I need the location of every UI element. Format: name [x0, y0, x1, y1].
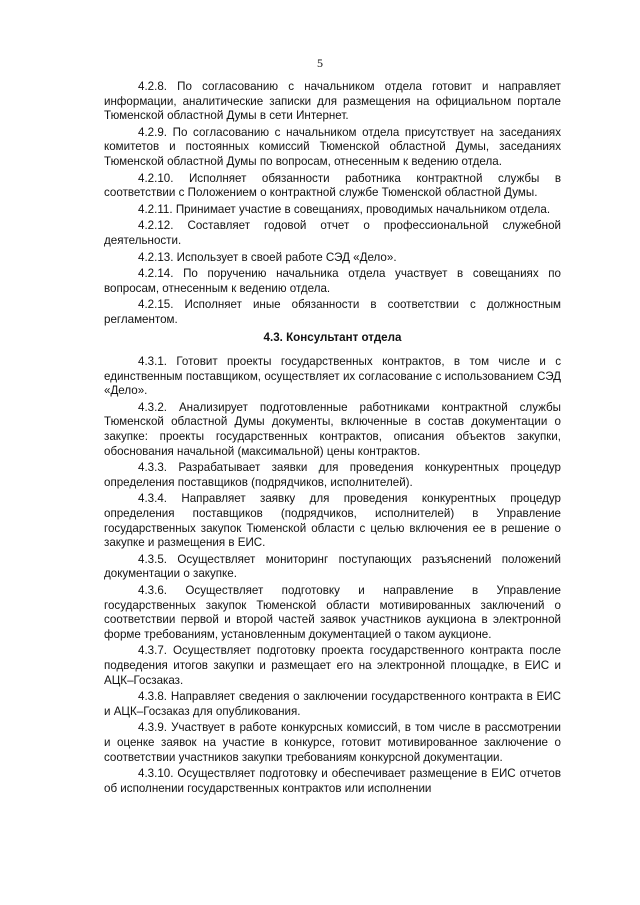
paragraph-4-2-12: 4.2.12. Составляет годовой отчет о профессиональной служебной деятельности. — [104, 219, 561, 247]
paragraph-4-2-15: 4.2.15. Исполняет иные обязанности в соответствии с должностным регламентом. — [104, 298, 561, 326]
paragraph-4-3-1: 4.3.1. Готовит проекты государственных контрактов, в том числе и с единственным поставщиком, осуществляет их согласование с использованием СЭД «Дело». — [104, 355, 561, 398]
paragraph-4-2-13: 4.2.13. Использует в своей работе СЭД «Дело». — [138, 250, 397, 264]
paragraph-4-3-4: 4.3.4. Направляет заявку для проведения конкурентных процедур определения поставщиков (подрядчиков, исполнителей) в Управление государственных закупок Тюменской области с целью включения ее в решение о закупке и размещения в ЕИС. — [104, 492, 561, 550]
paragraph-4-3-5: 4.3.5. Осуществляет мониторинг поступающих разъяснений положений документации о закупке. — [104, 552, 561, 581]
paragraph-4-2-9: 4.2.9. По согласованию с начальником отдела присутствует на заседаниях комитетов и постоянных комиссий Тюменской областной Думы, заседаниях Тюменской областной Думы по вопросам, отнесенным к ведению отдела. — [104, 125, 561, 168]
page-number: 5 — [317, 56, 323, 70]
paragraph-4-3-8: 4.3.8. Направляет сведения о заключении государственного контракта в ЕИС и АЦК–Госзаказ для опубликования. — [104, 690, 561, 718]
paragraph-4-3-9: 4.3.9. Участвует в работе конкурсных комиссий, в том числе в рассмотрении и оценке заявок на участие в конкурсе, готовит мотивированное заключение о соответствии участников закупки требованиям конкурсной документации. — [104, 721, 561, 764]
paragraph-4-3-2: 4.3.2. Анализирует подготовленные работниками контрактной службы Тюменской областной Думы документы, включенные в состав документации о закупке: проекты государственных контрактов, описания объектов закупки, обоснования начальной (максимальной) цены контрактов. — [104, 400, 561, 458]
section-heading: 4.3. Консультант отдела — [263, 330, 402, 344]
paragraph-4-2-11: 4.2.11. Принимает участие в совещаниях, проводимых начальником отдела. — [138, 202, 551, 216]
paragraph-4-2-8: 4.2.8. По согласованию с начальником отдела готовит и направляет информации, аналитические записки для размещения на официальном портале Тюменской областной Думы в сети Интернет. — [104, 80, 561, 123]
paragraph-4-3-10: 4.3.10. Осуществляет подготовку и обеспечивает размещение в ЕИС отчетов об исполнении государственных контрактов или исполнении — [104, 767, 561, 795]
paragraph-4-2-14: 4.2.14. По поручению начальника отдела участвует в совещаниях по вопросам, отнесенным к ведению отдела. — [104, 267, 561, 295]
paragraph-4-3-6: 4.3.6. Осуществляет подготовку и направление в Управление государственных закупок Тюменской области мотивированных заключений о соответствии первой и второй частей заявок участников аукциона в электронной форме требованиям, установленным документацией о таком аукционе. — [104, 584, 561, 641]
paragraph-4-2-10: 4.2.10. Исполняет обязанности работника контрактной службы в соответствии с Положением о контрактной службе Тюменской областной Думы. — [104, 171, 561, 200]
document-body — [104, 80, 561, 798]
paragraph-4-3-3: 4.3.3. Разрабатывает заявки для проведения конкурентных процедур определения поставщиков (подрядчиков, исполнителей). — [104, 461, 561, 489]
paragraph-4-3-7: 4.3.7. Осуществляет подготовку проекта государственного контракта после подведения итогов закупки и размещает его на электронной площадке, в ЕИС и АЦК–Госзаказ. — [104, 644, 561, 687]
